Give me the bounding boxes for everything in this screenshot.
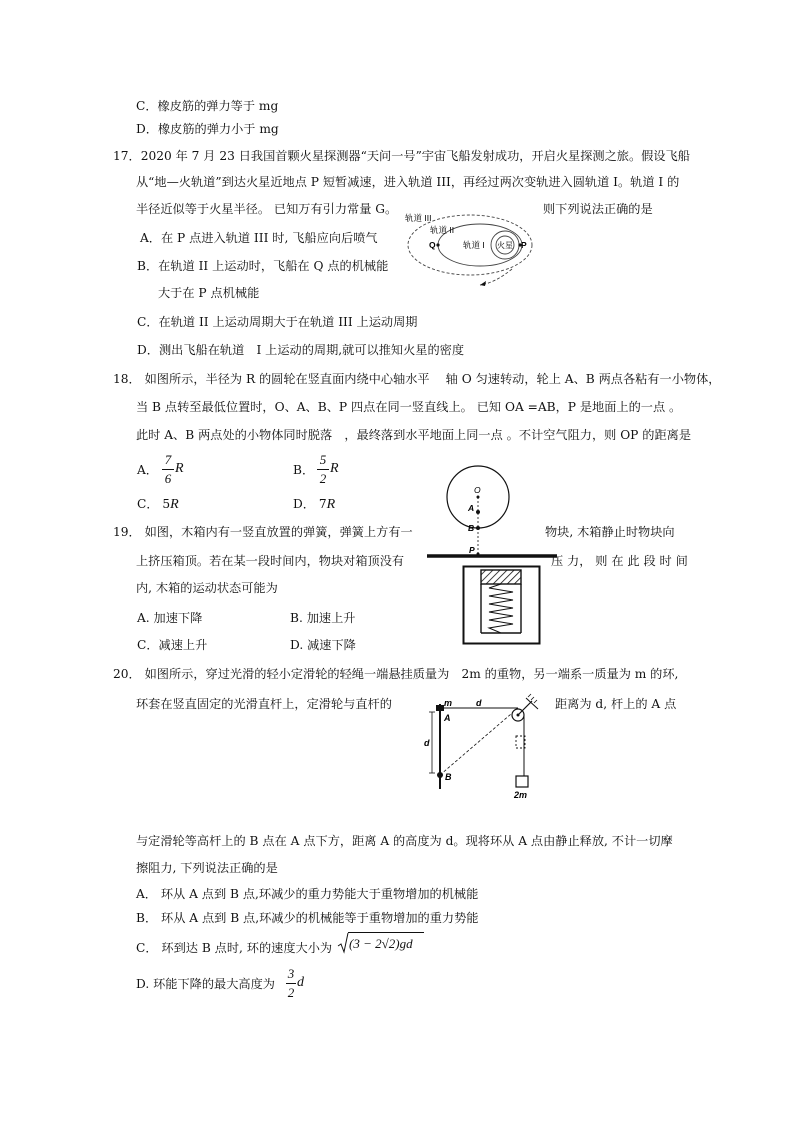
q17-option-b-cont: 大于在 P 点机械能 [158, 286, 260, 300]
q19-stem-line2: 上挤压箱顶。若在某一段时间内，物块对箱顶没有 [136, 554, 405, 568]
sqrt-overline [348, 932, 424, 933]
q18-option-b-var: R [330, 461, 339, 476]
q19-option-a: A. 加速下降 [137, 611, 203, 625]
q20-option-d-num: 3 [287, 966, 295, 981]
label-p: P [469, 545, 475, 555]
label-point-q: Q [429, 240, 436, 250]
q20-stem-line3: 与定滑轮等高杆上的 B 点在 A 点下方，距离 A 的高度为 d。现将环从 A 点由静止释放, 不计一切摩 [136, 834, 673, 848]
q17-stem-line3-end: 则下列说法正确的是 [543, 202, 653, 216]
q20-stem-line2: 环套在竖直固定的光滑直杆上，定滑轮与直杆的 [136, 697, 392, 711]
q16-option-d: D．橡皮筋的弹力小于 mg [136, 122, 279, 136]
q19-option-b: B. 加速上升 [290, 611, 356, 625]
q18-option-b-den: 2 [319, 471, 327, 486]
q20-option-d-fraction [286, 966, 296, 1001]
q20-stem-line4: 擦阻力, 下列说法正确的是 [136, 861, 278, 875]
q18-option-a-fraction [162, 452, 174, 487]
label-distance-top: d [476, 698, 482, 708]
q18-option-a-var: R [175, 461, 184, 476]
q18-option-a-label: A． [137, 463, 158, 477]
q20-option-d-den: 2 [287, 985, 295, 1000]
label-orbit-2: 轨道 II [430, 225, 455, 235]
q18-option-d: D． 7R [293, 497, 336, 512]
q17-option-b: B．在轨道 II 上运动时，飞船在 Q 点的机械能 [137, 259, 389, 273]
label-mass-2m: 2m [514, 790, 528, 800]
label-mars: 火星 [497, 241, 513, 250]
label-point-b: B [445, 772, 452, 782]
label-a: A [468, 503, 475, 513]
q20-option-c-expression: (3 − 2√2)gd [349, 936, 413, 951]
label-orbit-1: 轨道 I [463, 240, 485, 250]
label-point-p: P [521, 240, 527, 250]
q18-option-b-fraction [317, 452, 329, 487]
q19-stem-line1-end: 物块, 木箱静止时物块向 [545, 525, 675, 539]
q16-option-c: C．橡皮筋的弹力等于 mg [136, 99, 279, 113]
q19-option-d: D. 减速下降 [290, 638, 356, 652]
label-orbit-3: 轨道 III [405, 213, 432, 223]
q17-stem-line1: 17．2020 年 7 月 23 日我国首颗火星探测器“天问一号”宇宙飞船发射成功，开启火星探测之旅。假设飞船 [113, 149, 690, 163]
q19-box-spring-diagram [462, 565, 544, 647]
label-o: O [474, 485, 481, 495]
q17-stem-line2: 从“地—火轨道”到达火星近地点 P 短暂减速，进入轨道 III，再经过两次变轨进入圆轨道 I。轨道 I 的 [136, 175, 680, 189]
q18-option-a-num: 7 [164, 452, 172, 467]
q18-option-b-label: B． [293, 463, 315, 477]
q18-option-c: C． 5R [137, 497, 179, 512]
q20-stem-line1: 20． 如图所示，穿过光滑的轻小定滑轮的轻绳一端悬挂质量为 2m 的重物，另一端系一质量为 m 的环, [113, 667, 679, 681]
q20-option-c: C． 环到达 B 点时, 环的速度大小为 [136, 941, 333, 955]
label-b: B [468, 523, 475, 533]
q18-stem-line3: 此时 A、B 两点处的小物体同时脱落 ，最终落到水平地面上同一点 。不计空气阻力，则 OP 的距离是 [136, 428, 692, 442]
q19-stem-line1: 19． 如图，木箱内有一竖直放置的弹簧，弹簧上方有一 [113, 525, 413, 539]
q20-option-d: D. 环能下降的最大高度为 [136, 977, 275, 991]
q20-option-d-var: d [297, 975, 304, 990]
q18-wheel-diagram [425, 455, 565, 565]
q17-option-c: C．在轨道 II 上运动周期大于在轨道 III 上运动周期 [137, 315, 418, 329]
q17-option-a: A．在 P 点进入轨道 III 时, 飞船应向后喷气 [140, 231, 378, 245]
q18-stem-line2: 当 B 点转至最低位置时，O、A、B、P 四点在同一竖直线上。 已知 OA =AB，P 是地面上的一点 。 [136, 400, 682, 414]
q18-stem-line1: 18． 如图所示，半径为 R 的圆轮在竖直面内绕中心轴水平 轴 O 匀速转动，轮上 A、B 两点各粘有一小物体， [113, 372, 721, 386]
q18-option-b-num: 5 [319, 452, 327, 467]
q20-option-a: A． 环从 A 点到 B 点,环减少的重力势能大于重物增加的机械能 [136, 887, 479, 901]
q17-orbit-diagram [400, 205, 540, 295]
q17-option-d: D．测出飞船在轨道 I 上运动的周期,就可以推知火星的密度 [137, 343, 465, 357]
q19-stem-line3: 内, 木箱的运动状态可能为 [136, 581, 278, 595]
label-mass-m: m [444, 698, 453, 708]
sqrt-sign-icon [337, 932, 349, 954]
q19-option-c: C．减速上升 [137, 638, 208, 652]
q20-pulley-diagram [420, 696, 540, 801]
q17-stem-line3: 半径近似等于火星半径。 已知万有引力常量 G。 [136, 202, 398, 216]
q20-option-b: B． 环从 A 点到 B 点,环减少的机械能等于重物增加的重力势能 [136, 911, 479, 925]
label-point-a: A [444, 713, 451, 723]
q19-stem-line2-end: 压 力， 则 在 此 段 时 间 [551, 554, 688, 568]
q20-stem-line2-end: 距离为 d, 杆上的 A 点 [555, 697, 677, 711]
q18-option-a-den: 6 [164, 471, 172, 486]
label-distance-left: d [424, 738, 430, 748]
